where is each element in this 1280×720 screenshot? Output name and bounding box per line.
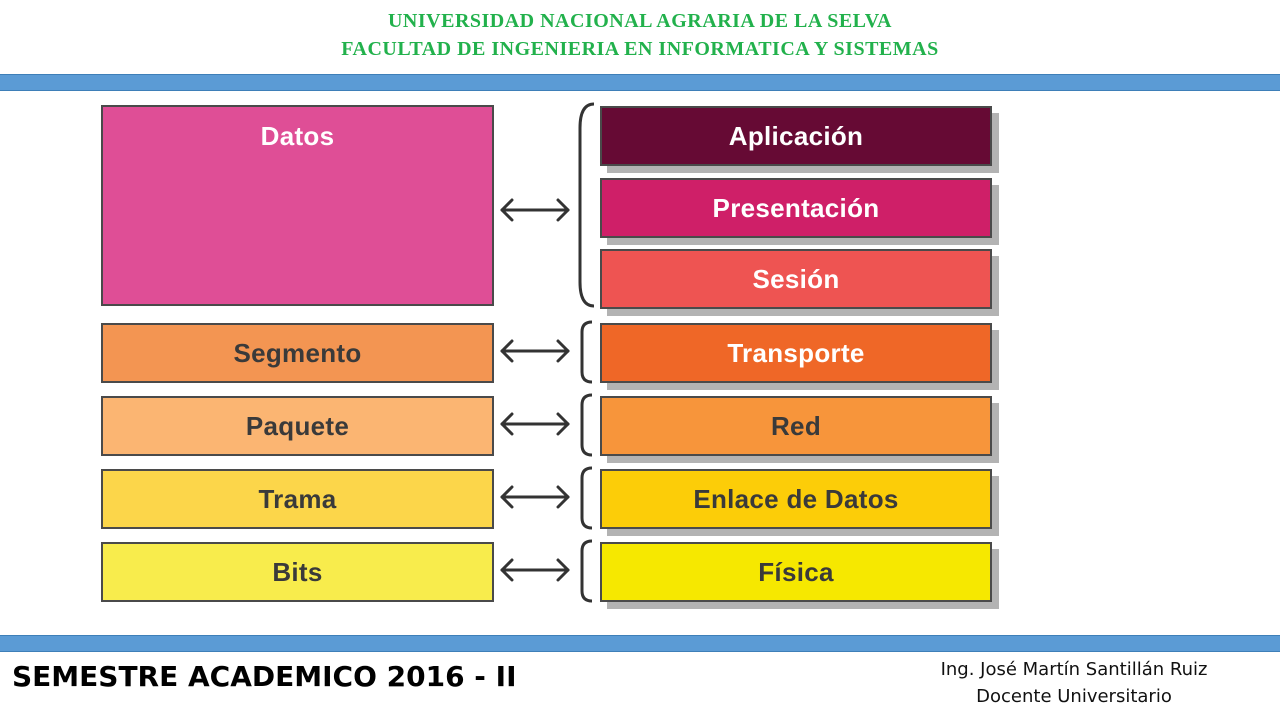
connector-trama-enlace <box>496 464 600 534</box>
bracket-icon <box>582 541 592 601</box>
layer-enlace-de-datos: Enlace de Datos <box>600 469 992 529</box>
pdu-trama: Trama <box>101 469 494 529</box>
pdu-paquete: Paquete <box>101 396 494 456</box>
layer-aplicacion: Aplicación <box>600 106 992 166</box>
bottom-accent-bar <box>0 635 1280 652</box>
pdu-bits: Bits <box>101 542 494 602</box>
connector-segmento-transporte <box>496 318 600 388</box>
layer-presentacion: Presentación <box>600 178 992 238</box>
bracket-icon <box>582 395 592 455</box>
pdu-datos: Datos <box>101 105 494 306</box>
double-arrow-icon <box>502 414 568 434</box>
double-arrow-icon <box>502 200 568 220</box>
bracket-icon <box>582 322 592 382</box>
top-accent-bar <box>0 74 1280 91</box>
layer-sesion: Sesión <box>600 249 992 309</box>
connector-paquete-red <box>496 391 600 461</box>
pdu-segmento: Segmento <box>101 323 494 383</box>
university-name: UNIVERSIDAD NACIONAL AGRARIA DE LA SELVA <box>387 10 892 32</box>
faculty-name: FACULTAD DE INGENIERIA EN INFORMATICA Y SISTEMAS <box>341 38 939 60</box>
double-arrow-icon <box>502 341 568 361</box>
semester-label: SEMESTRE ACADEMICO 2016 - II <box>12 660 517 693</box>
layer-transporte: Transporte <box>600 323 992 383</box>
connector-datos-upper-layers <box>496 98 600 312</box>
author-name: Ing. José Martín Santillán Ruiz <box>940 659 1208 680</box>
author-role: Docente Universitario <box>976 686 1172 707</box>
bracket-icon <box>582 468 592 528</box>
bracket-icon <box>580 104 594 306</box>
layer-red: Red <box>600 396 992 456</box>
layer-fisica: Física <box>600 542 992 602</box>
double-arrow-icon <box>502 560 568 580</box>
connector-bits-fisica <box>496 537 600 607</box>
double-arrow-icon <box>502 487 568 507</box>
